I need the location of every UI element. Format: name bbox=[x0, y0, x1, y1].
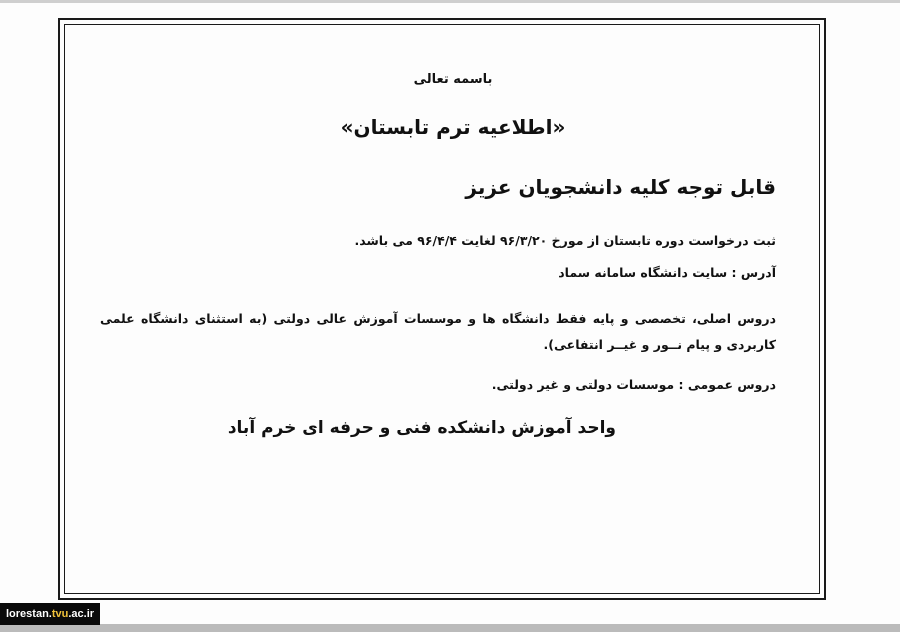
bottom-edge-band bbox=[0, 624, 900, 632]
document-content bbox=[100, 20, 776, 598]
top-edge-line bbox=[0, 0, 900, 3]
address-paragraph: آدرس : سایت دانشگاه سامانه سماد bbox=[558, 265, 776, 280]
notice-title: «اطلاعیه ترم تابستان» bbox=[340, 115, 566, 139]
document-frame bbox=[58, 18, 826, 600]
invocation-heading: باسمه تعالی bbox=[413, 72, 493, 87]
main-courses-paragraph: دروس اصلی، تخصصی و پایه فقط دانشگاه ها و موسسات آموزش عالی دولتی (به استثنای دانشگاه علمی کاربردی و پیام نــور و غیــر انتفاعی). bbox=[100, 311, 776, 352]
url-suffix: .ac.ir bbox=[68, 608, 95, 620]
registration-dates-paragraph: ثبت درخواست دوره تابستان از مورخ ۹۶/۳/۲۰ لغایت ۹۶/۴/۴ می باشد. bbox=[354, 233, 776, 248]
url-prefix: lorestan. bbox=[6, 608, 52, 620]
site-url-watermark bbox=[0, 603, 100, 625]
general-courses-paragraph: دروس عمومی : موسسات دولتی و غیر دولتی. bbox=[491, 377, 776, 392]
issuer-signature-line: واحد آموزش دانشکده فنی و حرفه ای خرم آباد bbox=[227, 418, 616, 438]
notice-subtitle: قابل توجه کلیه دانشجویان عزیز bbox=[465, 175, 776, 199]
url-highlight: tvu bbox=[51, 608, 69, 620]
